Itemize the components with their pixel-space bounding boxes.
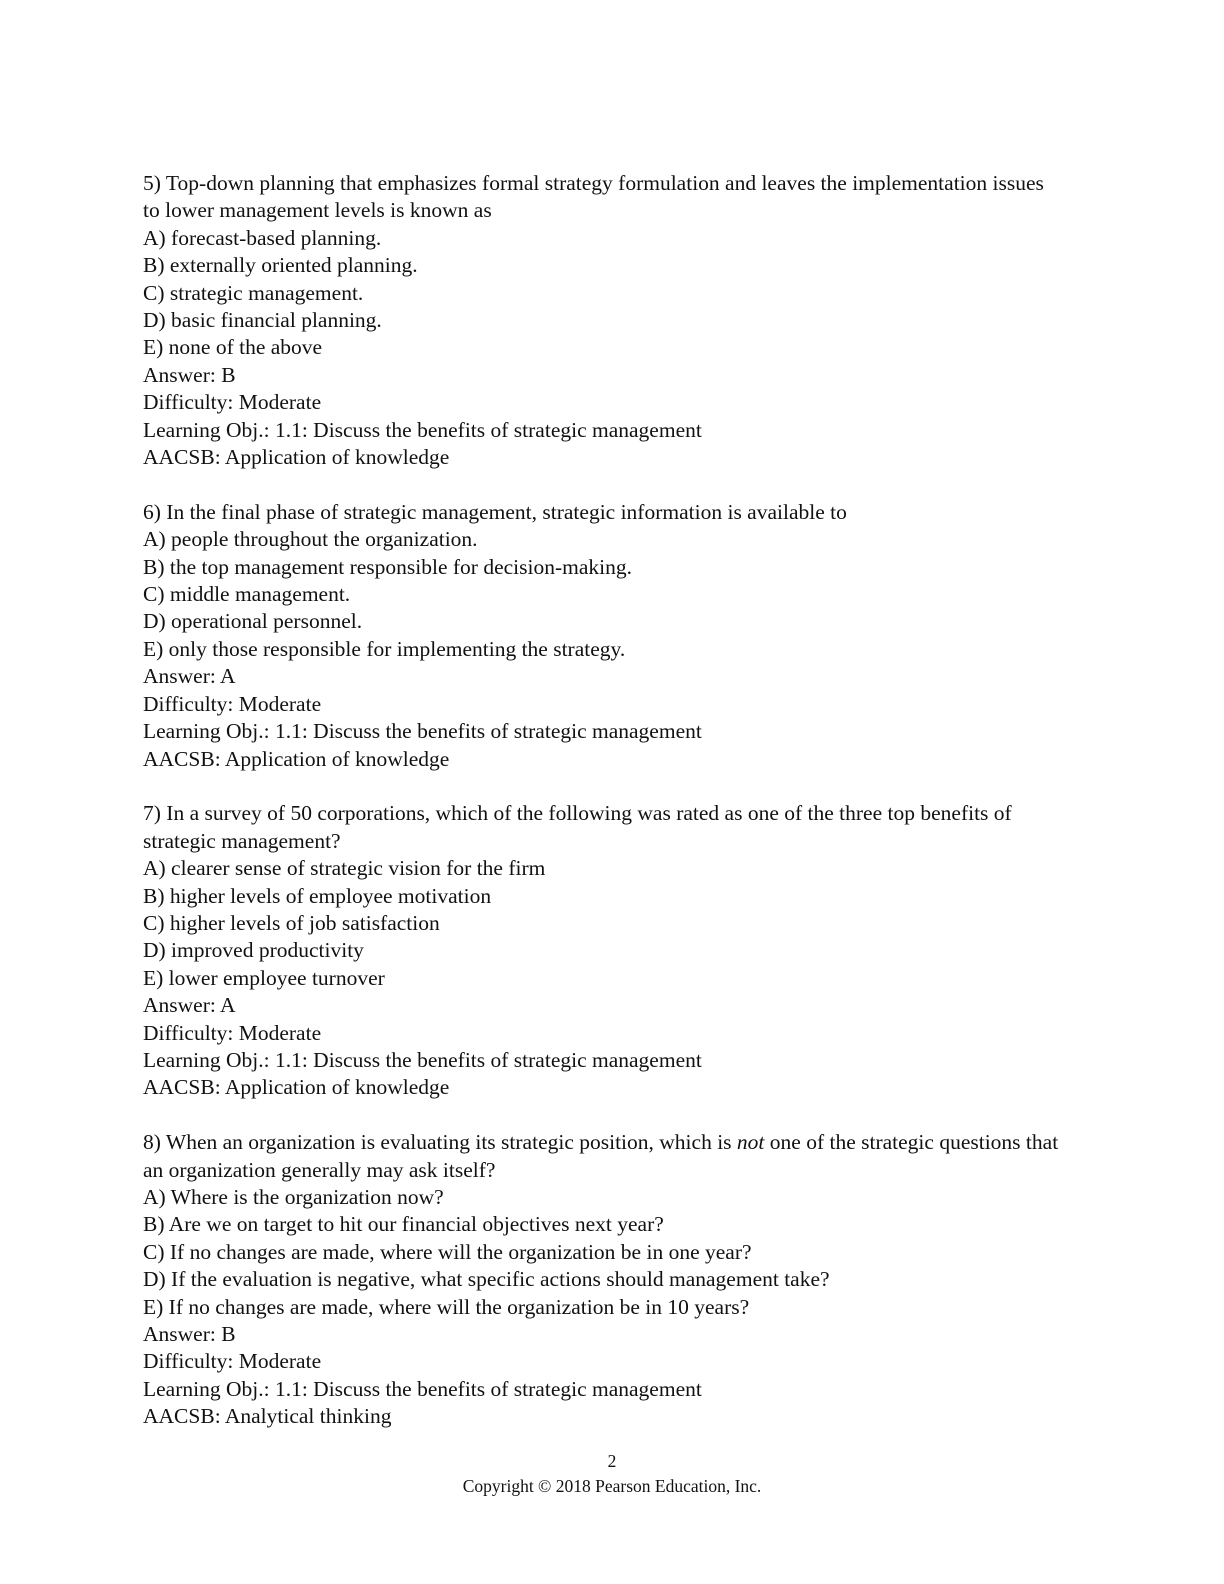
difficulty: Difficulty: Moderate: [143, 691, 322, 716]
answer: Answer: B: [143, 1322, 236, 1347]
difficulty: Difficulty: Moderate: [143, 390, 322, 415]
option-d: D) improved productivity: [143, 938, 364, 963]
learning-objective: Learning Obj.: 1.1: Discuss the benefits of strategic management: [143, 1376, 702, 1401]
option-e: E) none of the above: [143, 335, 323, 360]
aacsb: AACSB: Application of knowledge: [143, 746, 450, 771]
option-c: C) If no changes are made, where will the organization be in one year?: [143, 1239, 752, 1264]
option-c: C) strategic management.: [143, 280, 364, 305]
option-b: B) higher levels of employee motivation: [143, 883, 492, 908]
learning-objective: Learning Obj.: 1.1: Discuss the benefits of strategic management: [143, 417, 702, 442]
question-5: [143, 170, 1063, 471]
page-number: 2: [607, 1451, 617, 1471]
option-d: D) operational personnel.: [143, 609, 363, 634]
option-b: B) externally oriented planning.: [143, 253, 418, 278]
option-e: E) only those responsible for implementing the strategy.: [143, 636, 626, 661]
question-stem-end: one of the strategic questions that an organization generally may ask itself?: [143, 1130, 1059, 1182]
answer: Answer: B: [143, 362, 236, 387]
question-stem-start: 8) When an organization is evaluating its strategic position, which is: [143, 1130, 737, 1155]
aacsb: AACSB: Application of knowledge: [143, 445, 450, 470]
learning-objective: Learning Obj.: 1.1: Discuss the benefits of strategic management: [143, 719, 702, 744]
option-b: B) the top management responsible for decision-making.: [143, 554, 632, 579]
option-c: C) higher levels of job satisfaction: [143, 910, 440, 935]
document-body: [143, 170, 1063, 1458]
option-b: B) Are we on target to hit our financial objectives next year?: [143, 1212, 664, 1237]
answer: Answer: A: [143, 664, 236, 689]
question-stem: [143, 1129, 1063, 1184]
option-c: C) middle management.: [143, 582, 351, 607]
answer: Answer: A: [143, 993, 236, 1018]
question-8: [143, 1129, 1063, 1430]
question-stem: 6) In the final phase of strategic management, strategic information is available to: [143, 499, 847, 524]
option-e: E) If no changes are made, where will the organization be in 10 years?: [143, 1294, 750, 1319]
option-a: A) people throughout the organization.: [143, 527, 478, 552]
option-e: E) lower employee turnover: [143, 965, 385, 990]
option-a: A) Where is the organization now?: [143, 1184, 444, 1209]
option-d: D) basic financial planning.: [143, 308, 382, 333]
question-6: [143, 499, 1063, 773]
option-a: A) forecast-based planning.: [143, 225, 382, 250]
copyright-notice: Copyright © 2018 Pearson Education, Inc.: [462, 1476, 762, 1496]
question-7: [143, 800, 1063, 1101]
option-d: D) If the evaluation is negative, what specific actions should management take?: [143, 1267, 830, 1292]
emphasized-word: not: [736, 1130, 765, 1155]
difficulty: Difficulty: Moderate: [143, 1349, 322, 1374]
question-stem: 5) Top-down planning that emphasizes formal strategy formulation and leaves the implementation issues to lower management levels is known as: [143, 171, 1044, 223]
difficulty: Difficulty: Moderate: [143, 1020, 322, 1045]
aacsb: AACSB: Application of knowledge: [143, 1075, 450, 1100]
learning-objective: Learning Obj.: 1.1: Discuss the benefits of strategic management: [143, 1047, 702, 1072]
option-a: A) clearer sense of strategic vision for the firm: [143, 856, 546, 881]
aacsb: AACSB: Analytical thinking: [143, 1404, 392, 1429]
question-stem: 7) In a survey of 50 corporations, which of the following was rated as one of the three top benefits of strategic management?: [143, 801, 1012, 853]
